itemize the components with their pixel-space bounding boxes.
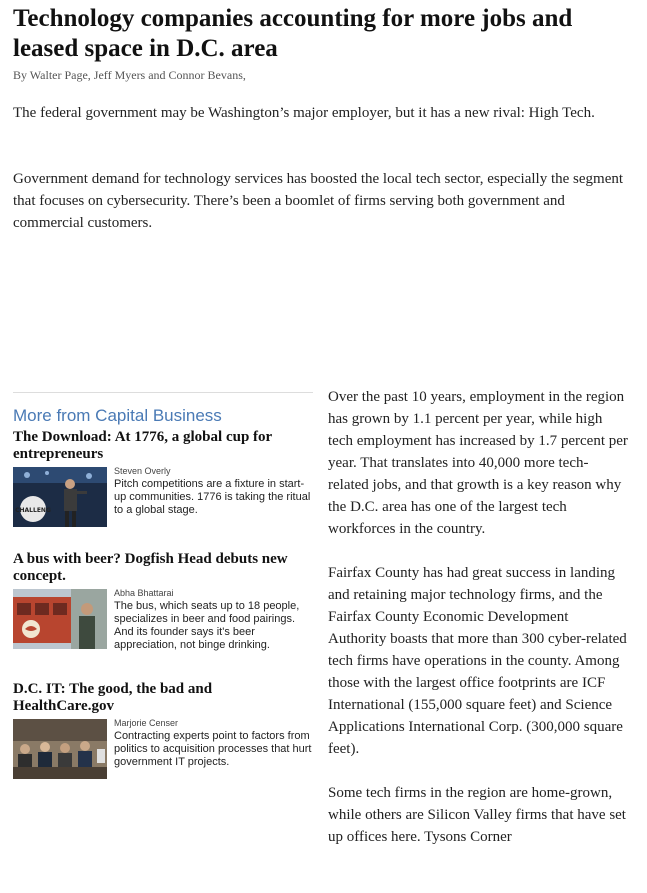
article-paragraph: Over the past 10 years, employment in the region has grown by 1.1 percent per year, while high tech employment has increased by 1.7 percent per year. That translates into 40,000 more tech-related jobs, and that growth is a key reason why the D.C. area has one of the largest tech workforces in the country.	[328, 389, 628, 537]
svg-text:CHALLENG: CHALLENG	[15, 507, 51, 514]
related-story[interactable]	[13, 429, 313, 527]
story-author: Marjorie Censer	[114, 718, 179, 728]
speaker-on-stage-photo[interactable]	[13, 467, 107, 527]
related-story[interactable]	[13, 551, 313, 679]
story-author: Abha Bhattarai	[114, 588, 174, 598]
story-author: Steven Overly	[114, 466, 171, 476]
article-paragraph: Some tech firms in the region are home-grown, while others are Silicon Valley firms that have set up offices here. Tysons Corner	[328, 785, 626, 845]
story-summary: Pitch competitions are a fixture in start-up communities. 1776 is taking the ritual to a global stage.	[114, 478, 311, 516]
man-beside-bus-photo[interactable]	[13, 589, 107, 649]
related-story[interactable]	[13, 681, 313, 779]
sidebar-title: More from Capital Business	[13, 406, 222, 425]
article-headline: Technology companies accounting for more jobs and leased space in D.C. area	[13, 5, 573, 62]
related-story-headline-link[interactable]: A bus with beer? Dogfish Head debuts new concept.	[13, 551, 288, 584]
article-byline: By Walter Page, Jeff Myers and Connor Bevans,	[13, 68, 246, 82]
article-body-column	[328, 386, 628, 848]
story-summary: Contracting experts point to factors from politics to acquisition processes that hurt government IT projects.	[114, 730, 312, 768]
article-paragraph: Government demand for technology services has boosted the local tech sector, especially the segment that focuses on cybersecurity. There’s been a boomlet of firms serving both government and commercial customers.	[13, 171, 624, 231]
article-paragraph: The federal government may be Washington’s major employer, but it has a new rival: High Tech.	[13, 105, 595, 121]
related-story-headline-link[interactable]: D.C. IT: The good, the bad and HealthCare.gov	[13, 681, 213, 714]
story-summary: The bus, which seats up to 18 people, specializes in beer and food pairings. And its founder says it's beer appreciation, not binge drinking.	[114, 600, 300, 651]
related-story-headline-link[interactable]: The Download: At 1776, a global cup for entrepreneurs	[13, 429, 272, 462]
hearing-room-photo[interactable]	[13, 719, 107, 779]
related-stories-sidebar	[13, 392, 313, 779]
article-paragraph: Fairfax County has had great success in landing and retaining major technology firms, and the Fairfax County Economic Development Authority boasts that more than 300 cyber-related tech firms have operations in the county. Among those with the largest office footprints are ICF International (155,000 square feet) and Science Applications International Corp. (300,000 square feet).	[328, 565, 627, 757]
